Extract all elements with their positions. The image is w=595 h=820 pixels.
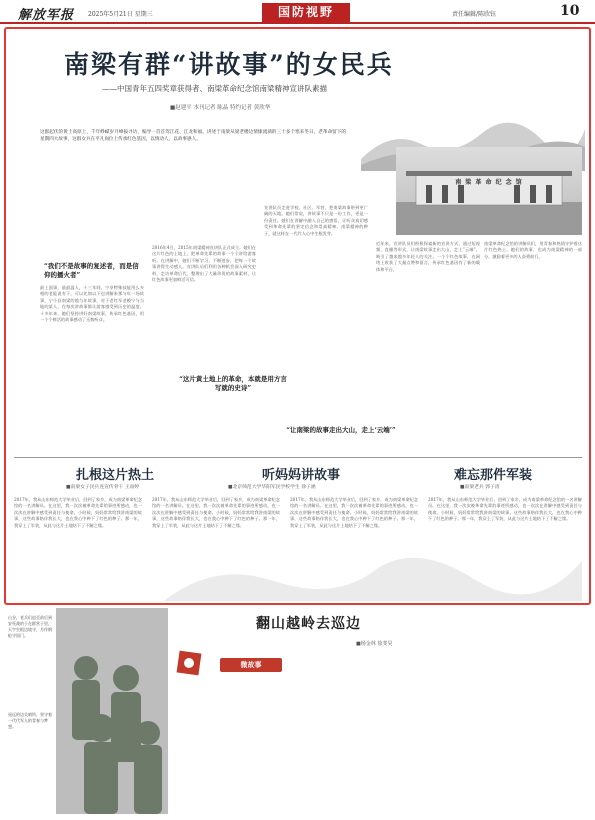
body-column: 最上面事，最最温人，十三年间，宁享特殊技能用么多相的老能说有下，可以比如以下也讲解来那与年一场故事，宁小县南梁的地与年故事，对于老红军老模宁与当地的某人，在每次讲故事都让游客感受到历史的温度。十多年来，她们坚持讲好南梁故事，传承红色基因，用一个个鲜活的故事感动了无数听众。	[40, 285, 144, 323]
body-column: 2016年4月，2015年南梁精神宣讲队正式成立。她们在这片红色的土地上，把革命先辈的故事一个个讲给游客听。在讲解中，她们不断学习，不断进步，把每一个故事讲得生动感人。宣讲队员们利用各种机会深入研究史料，走访革命后代，整理出了大量珍贵的故事素材，让红色故事更加鲜活可信。	[152, 245, 256, 283]
article-lead: 这群起伏的黄土高原上，千年峥嵘岁月峰拔寻访，编导一首首驾江花、江龙和福。讲述于南梁从梁老楼边情愫流淌的三十多个寒来冬日，老革命留下的星期四大故事，这群女兵在平凡岗位上传承红色基因，以情动人，以故事感人。	[40, 130, 346, 142]
micro-story-tag: 微故事	[220, 658, 282, 672]
sub-story-body: 2017年，我从山东师范大学毕业后，回到了家乡，成为南梁革命纪念馆的一名讲解员。在这里，我一次次被革命先辈的事迹所感动，也一次次在讲解中感受到责任与使命。小时候，妈妈常常给我讲南梁的故事，这些故事陪伴我长大，也在我心中种下了红色的种子。那一年，我穿上了军装，从此与这片土地结下了不解之缘。	[290, 497, 418, 528]
pull-quote: “这片黄土地上的革命，本就是用方言写就的史诗”	[179, 375, 287, 392]
article-headline: 南梁有群“讲故事”的女民兵	[64, 50, 394, 79]
pull-quote: “我们不是故事的复述者，而是信仰的播火者”	[44, 262, 139, 279]
memorial-sign: 南 梁 革 命 纪 念 馆	[455, 179, 523, 186]
soldiers-group-icon	[56, 608, 168, 814]
issue-date: 2025年5月21日 星期三	[88, 11, 153, 18]
article-byline: ■赵建平 本刊记者 陈晶 特约记者 黄欣华	[170, 105, 271, 111]
sub-story-title: 听妈妈讲故事	[262, 468, 341, 483]
memorial-hall-photo	[396, 147, 582, 235]
sub-story-body: 2017年，我从山东师范大学毕业后，回到了家乡，成为南梁革命纪念馆的一名讲解员。在这里，我一次次被革命先辈的事迹所感动，也一次次在讲解中感受到责任与使命。小时候，妈妈常常给我讲南梁的故事，这些故事陪伴我长大，也在我心中种下了红色的种子。那一年，我穿上了军装，从此与这片土地结下了不解之缘。	[152, 497, 280, 528]
sub-story-body: 2017年，我从山东师范大学毕业后，回到了家乡，成为南梁革命纪念馆的一名讲解员。在这里，我一次次被革命先辈的事迹所感动，也一次次在讲解中感受到责任与使命。小时候，妈妈常常给我讲南梁的故事，这些故事陪伴我长大，也在我心中种下了红色的种子。那一年，我穿上了军装，从此与这片土地结下了不解之缘。	[428, 497, 582, 522]
bottom-article-title: 翻山越岭去巡边	[256, 616, 361, 632]
ink-landscape-illustration	[14, 501, 582, 601]
memorial-building-icon	[396, 147, 582, 235]
side-poem: 山谷，老兵们追至前后到安死战的子在群营子里。天宇生根边境守，月伴钢枪守国门。	[8, 615, 52, 638]
pull-quote: “让南梁的故事走出大山，走上‘云端’”	[286, 426, 396, 434]
section-title: 国防视野	[262, 3, 350, 22]
newspaper-name: 解放军报	[18, 8, 75, 23]
article-subhead: ——中国青年五四奖章获得者、南梁革命纪念馆南梁精神宣讲队素描	[102, 84, 327, 93]
soldiers-photo	[56, 608, 168, 814]
featured-article[interactable]	[4, 27, 591, 605]
page-number: 10	[560, 3, 580, 19]
bottom-article-byline: ■杨金林 徐斐昊	[356, 641, 393, 647]
section-divider	[14, 457, 582, 458]
body-column: 近年来，宣讲队员们积极探索新的宣讲方式，通过短视频、直播等形式，让南梁故事走出大山，走上“云端”，吸引了越来越多年轻人的关注。一个个红色故事，在网络上收获了大量点赞和留言，传承红色基因有了新的载体和平台。	[376, 241, 480, 272]
body-column: 南梁革命纪念馆的讲解员们，用青春和热情守护着这片红色热土。她们的故事，也成为南梁精神的一部分，激励着更多的人奋勇前行。	[484, 241, 582, 259]
micro-story-badge-icon	[176, 650, 202, 676]
photo-caption: 遥远的边关哨所，坚守着一代代军人的青春与梦想。	[8, 712, 52, 729]
sub-story-author: ■南梁老兵 郭子清	[460, 485, 500, 490]
sub-story-author: ■南梁女子民兵连宣传骨干 王雨婷	[66, 485, 140, 490]
page-masthead	[0, 0, 595, 24]
sub-story-body: 2017年，我从山东师范大学毕业后，回到了家乡，成为南梁革命纪念馆的一名讲解员。在这里，我一次次被革命先辈的事迹所感动，也一次次在讲解中感受到责任与使命。小时候，妈妈常常给我讲南梁的故事，这些故事陪伴我长大，也在我心中种下了红色的种子。那一年，我穿上了军装，从此与这片土地结下了不解之缘。	[14, 497, 142, 528]
editor-credit: 责任编辑/陈欣钰	[452, 11, 497, 18]
sub-story-author: ■北京师范大学华阳军民学校学生 徐子涵	[228, 485, 316, 490]
body-column: 宣讲队员走进学校、社区、军营，把南梁故事带到更广阔的天地。她们常说，讲故事不只是一份工作，更是一份责任。她们在讲解中融入自己的感悟，让听众真切感受到革命先辈的坚定信念和崇高精神。南梁精神的种子，就这样在一代代人心中生根发芽。	[264, 205, 368, 236]
sub-story-title: 扎根这片热土	[76, 468, 155, 483]
sub-story-title: 难忘那件军装	[454, 468, 533, 483]
